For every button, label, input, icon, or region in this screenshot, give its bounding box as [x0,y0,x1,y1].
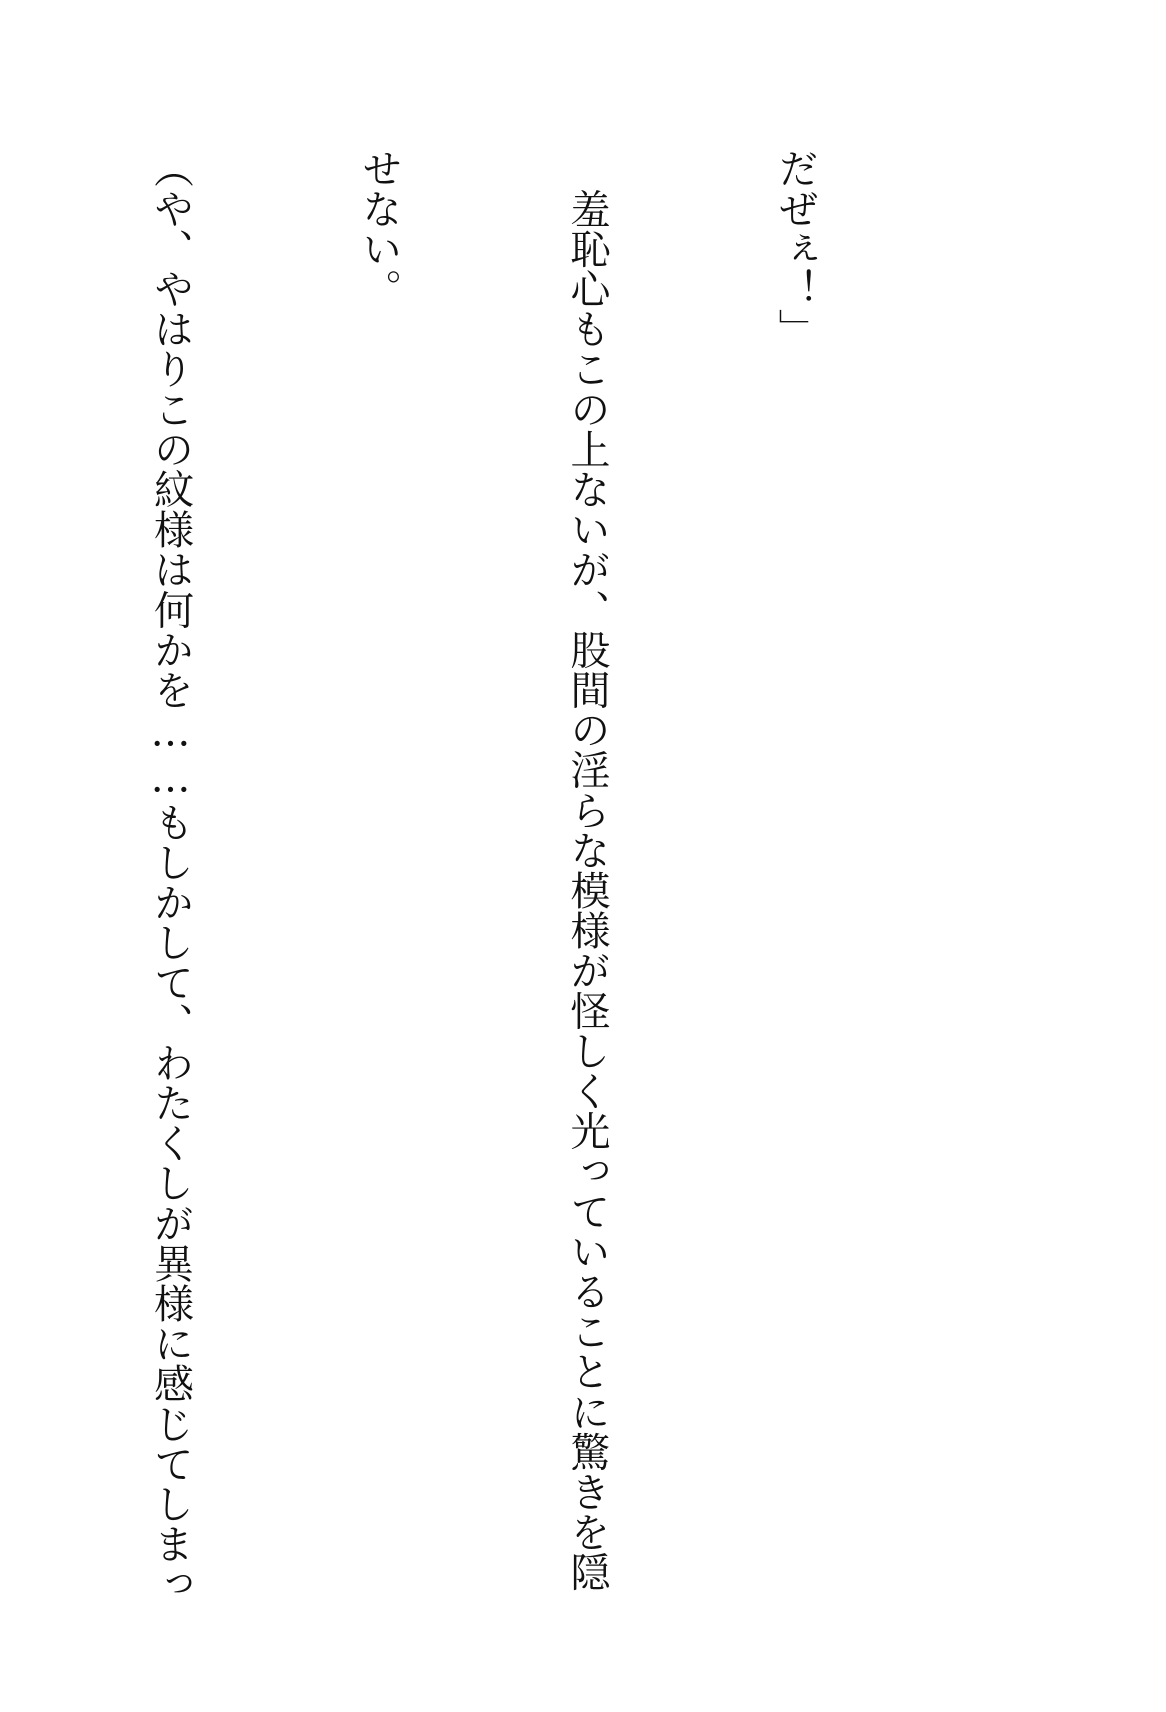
text-line: 羞恥心もこの上ないが、股間の淫らな模様が怪しく光っていることに驚きを隠 [563,148,610,1592]
vertical-text-body [88,148,968,1618]
text-line: せない。 [355,148,402,309]
text-line: だぜぇ！」 [772,148,819,349]
text-line: （や、やはりこの紋様は何かを……もしかして、わたくしが異様に感じてしまっ [147,148,194,1604]
